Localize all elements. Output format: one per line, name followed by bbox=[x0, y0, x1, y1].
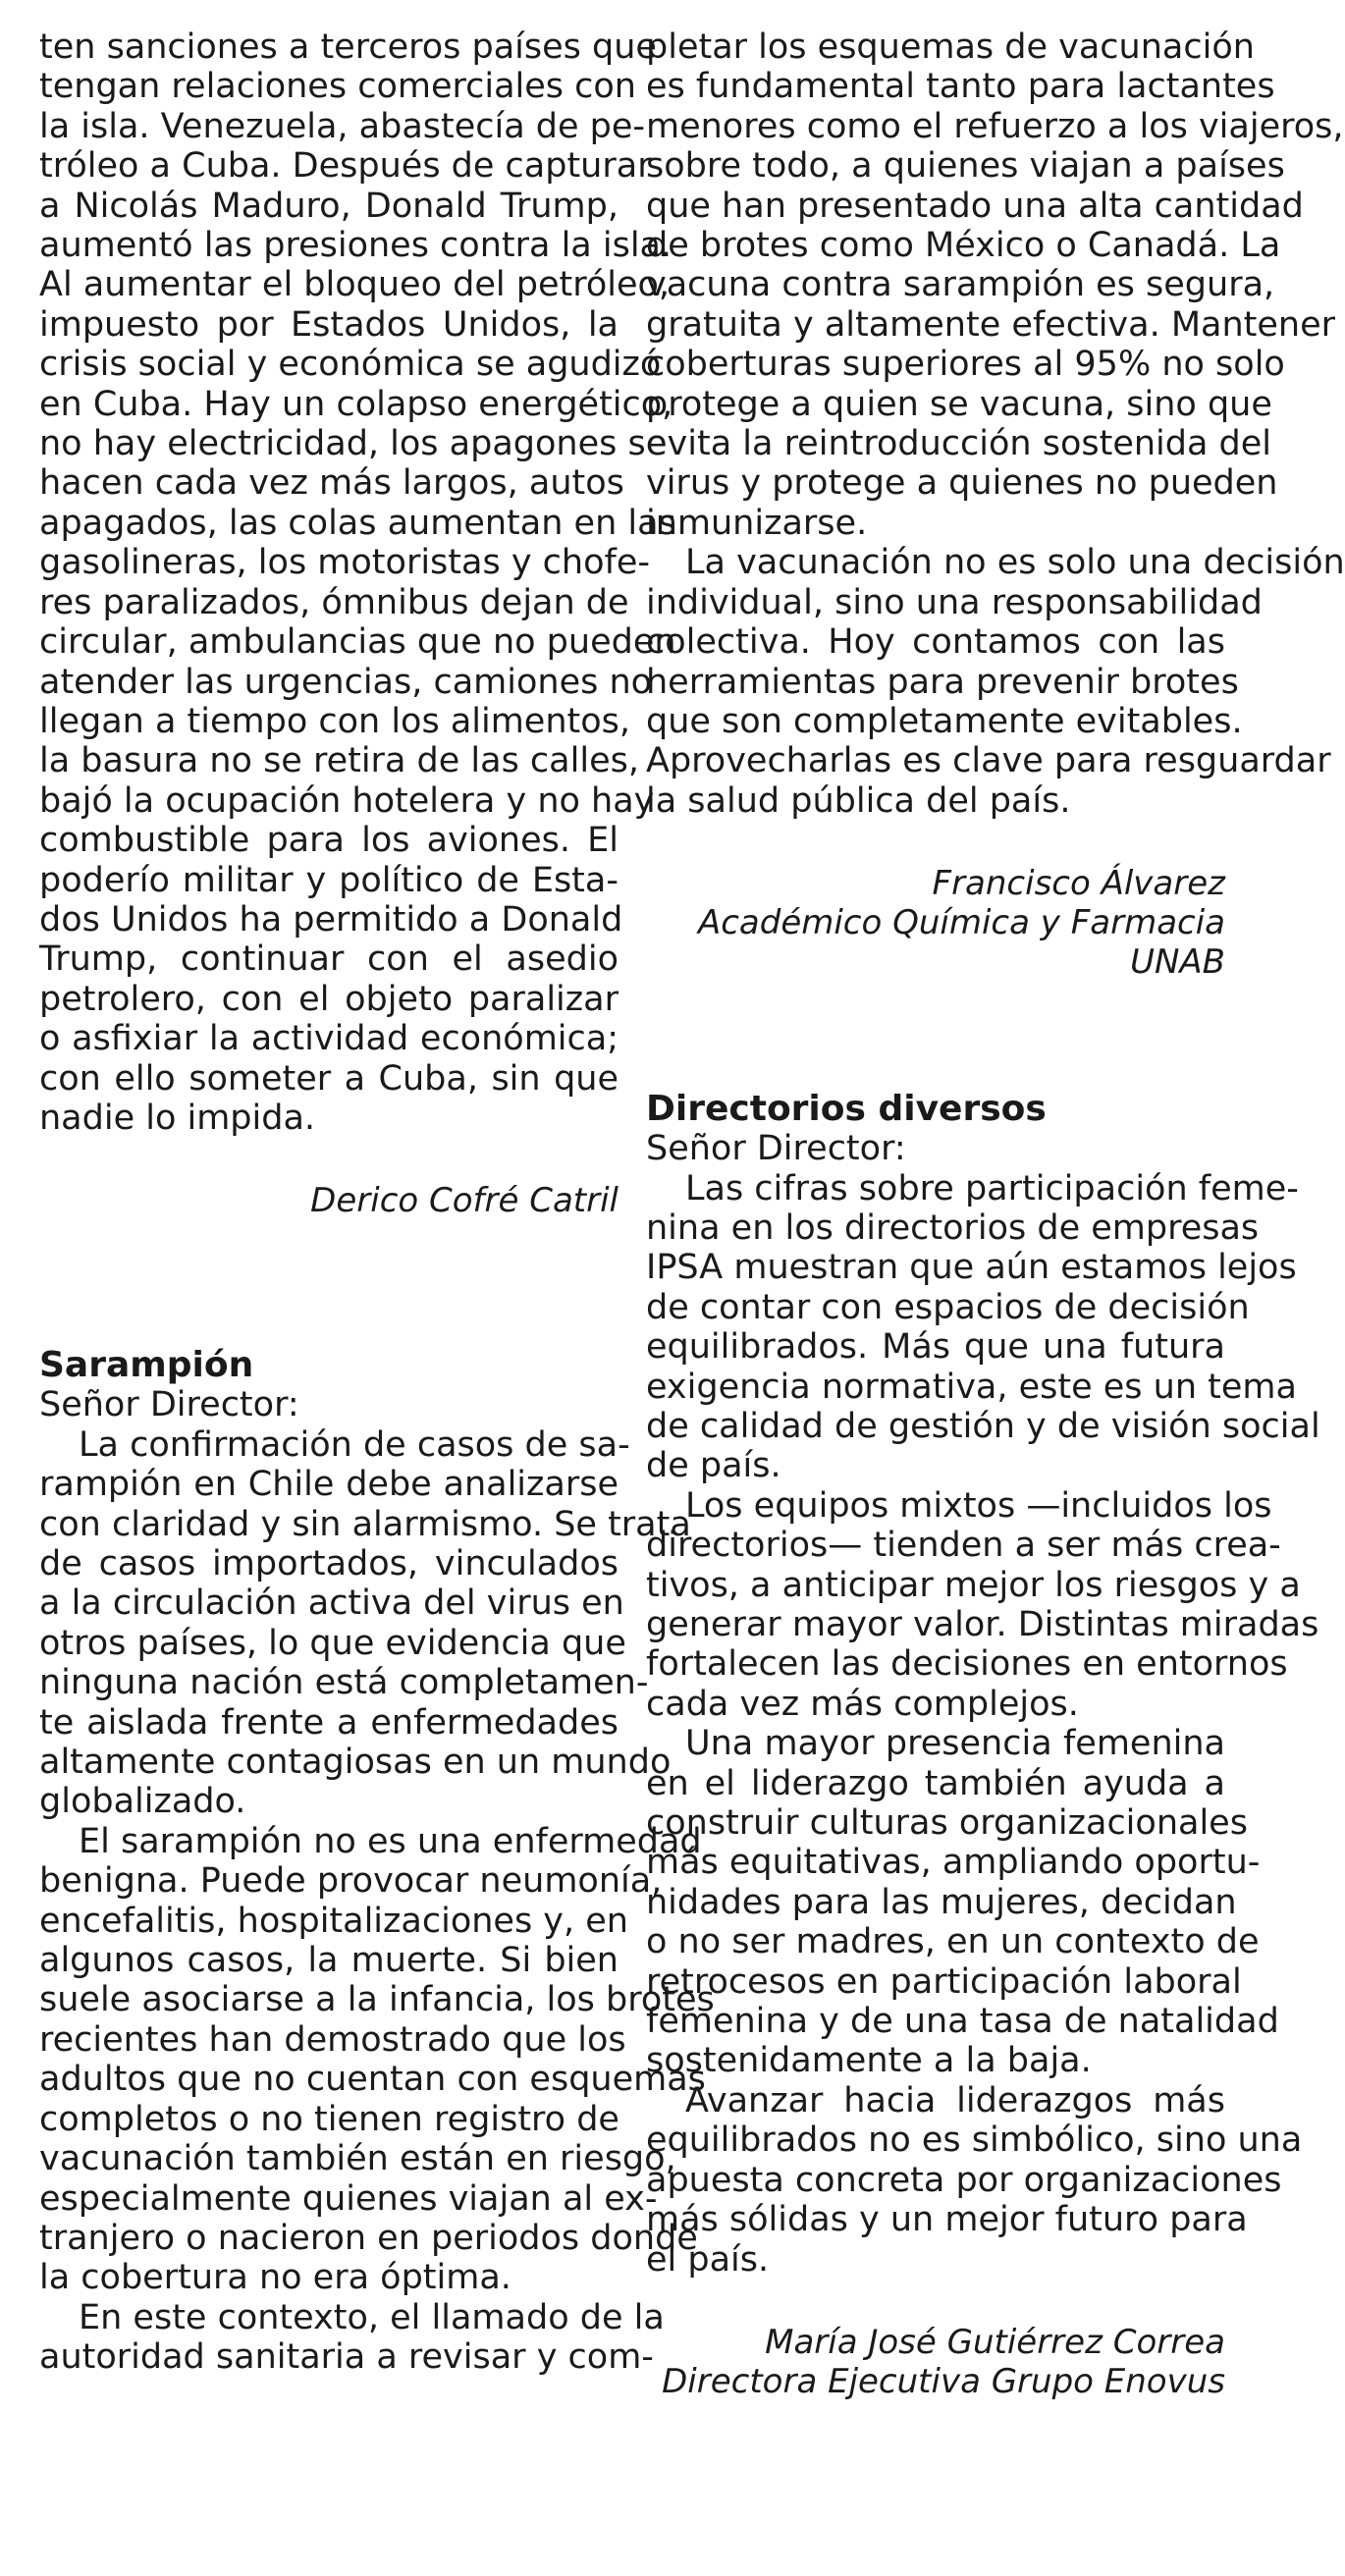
text-line: el país. bbox=[646, 2239, 770, 2280]
text-line: dos Unidos ha permitido a Donald bbox=[39, 899, 623, 939]
right-column bbox=[646, 27, 1345, 2401]
text-line: retrocesos en participación laboral bbox=[646, 1961, 1242, 2002]
text-line: circular, ambulancias que no pueden bbox=[39, 622, 676, 663]
text-line: nadie lo impida. bbox=[39, 1098, 316, 1138]
text-line: es fundamental tanto para lactantes bbox=[646, 67, 1275, 107]
text-line: Una mayor presencia femenina bbox=[685, 1724, 1225, 1764]
text-line: de brotes como México o Canadá. La bbox=[646, 226, 1281, 266]
text-line: construir culturas organizacionales bbox=[646, 1803, 1248, 1844]
text-line: vacuna contra sarampión es segura, bbox=[646, 265, 1275, 305]
text-line: benigna. Puede provocar neumonía, bbox=[39, 1861, 663, 1902]
text-line: Avanzar hacia liderazgos más bbox=[685, 2080, 1225, 2120]
text-line: colectiva. Hoy contamos con las bbox=[646, 622, 1225, 663]
text-line: hacen cada vez más largos, autos bbox=[39, 463, 624, 504]
spacer bbox=[646, 2280, 1225, 2323]
text-line: virus y protege a quienes no pueden bbox=[646, 463, 1278, 504]
text-line: te aislada frente a enfermedades bbox=[39, 1702, 619, 1743]
text-line: coberturas superiores al 95% no solo bbox=[646, 345, 1285, 385]
text-line: altamente contagiosas en un mundo bbox=[39, 1743, 672, 1783]
text-line: tivos, a anticipar mejor los riesgos y a bbox=[646, 1565, 1301, 1605]
text-line: apagados, las colas aumentan en las bbox=[39, 503, 676, 543]
text-line: Trump, continuar con el asedio bbox=[39, 939, 619, 980]
text-line: con claridad y sin alarmismo. Se trata bbox=[39, 1504, 691, 1544]
text-line: de contar con espacios de decisión bbox=[646, 1287, 1250, 1327]
text-line: suele asociarse a la infancia, los brotes bbox=[39, 1980, 715, 2020]
text-line: encefalitis, hospitalizaciones y, en bbox=[39, 1901, 628, 1941]
letter-directorios-body bbox=[646, 1168, 1320, 2280]
spacer bbox=[646, 821, 1225, 864]
text-line: IPSA muestran que aún estamos lejos bbox=[646, 1248, 1297, 1288]
text-line: sobre todo, a quienes viajan a países bbox=[646, 146, 1285, 187]
text-line: nidades para las mujeres, decidan bbox=[646, 1882, 1237, 1922]
text-line: generar mayor valor. Distintas miradas bbox=[646, 1605, 1319, 1644]
text-line: sostenidamente a la baja. bbox=[646, 2041, 1092, 2081]
heading-sarampion: Sarampión bbox=[39, 1345, 254, 1386]
spacer bbox=[646, 982, 1225, 1090]
text-line: completos o no tienen registro de bbox=[39, 2099, 619, 2139]
text-line: La vacunación no es solo una decisión bbox=[685, 543, 1345, 583]
text-line: crisis social y económica se agudizó bbox=[39, 345, 662, 385]
signature-francisco-title: Académico Química y Farmacia UNAB bbox=[697, 903, 1225, 983]
text-line: autoridad sanitaria a revisar y com- bbox=[39, 2337, 654, 2378]
text-line: La confirmación de casos de sa- bbox=[79, 1424, 630, 1465]
salutation-directorios: Señor Director: bbox=[646, 1129, 906, 1169]
text-line: herramientas para prevenir brotes bbox=[646, 662, 1239, 702]
text-line: ten sanciones a terceros países que bbox=[39, 27, 657, 67]
text-line: adultos que no cuentan con esquemas bbox=[39, 2060, 706, 2100]
text-line: petrolero, con el objeto paralizar bbox=[39, 979, 619, 1019]
text-line: o asfixiar la actividad económica; bbox=[39, 1019, 619, 1059]
spacer bbox=[39, 1138, 619, 1181]
signature-francisco-name: Francisco Álvarez bbox=[932, 864, 1225, 904]
text-line: bajó la ocupación hotelera y no hay bbox=[39, 780, 655, 821]
text-line: o no ser madres, en un contexto de bbox=[646, 1922, 1260, 1962]
text-line: cada vez más complejos. bbox=[646, 1684, 1079, 1724]
text-line: Aprovecharlas es clave para resguardar bbox=[646, 741, 1331, 781]
text-line: no hay electricidad, los apagones se bbox=[39, 424, 668, 464]
text-line: exigencia normativa, este es un tema bbox=[646, 1367, 1297, 1407]
spacer bbox=[39, 1220, 619, 1346]
text-line: Los equipos mixtos —incluidos los bbox=[685, 1485, 1272, 1526]
text-line: la salud pública del país. bbox=[646, 780, 1071, 821]
text-line: femenina y de una tasa de natalidad bbox=[646, 2002, 1279, 2042]
text-line: la cobertura no era óptima. bbox=[39, 2258, 511, 2298]
text-line: a la circulación activa del virus en bbox=[39, 1583, 624, 1624]
text-line: con ello someter a Cuba, sin que bbox=[39, 1058, 619, 1099]
letter-cuba-continued bbox=[39, 27, 676, 1138]
text-line: res paralizados, ómnibus dejan de bbox=[39, 582, 629, 622]
text-line: protege a quien se vacuna, sino que bbox=[646, 384, 1272, 424]
text-line: la basura no se retira de las calles, bbox=[39, 741, 639, 781]
letter-sarampion-continued bbox=[646, 27, 1345, 821]
text-line: aumentó las presiones contra la isla. bbox=[39, 226, 672, 266]
text-line: pletar los esquemas de vacunación bbox=[646, 27, 1255, 67]
text-line: directorios— tienden a ser más crea- bbox=[646, 1526, 1281, 1566]
salutation-sarampion: Señor Director: bbox=[39, 1385, 299, 1425]
text-line: tengan relaciones comerciales con bbox=[39, 67, 636, 107]
text-line: atender las urgencias, camiones no bbox=[39, 662, 653, 702]
text-line: de calidad de gestión y de visión social bbox=[646, 1406, 1320, 1446]
text-line: tranjero o nacieron en periodos donde bbox=[39, 2218, 698, 2258]
text-line: gratuita y altamente efectiva. Mantener bbox=[646, 304, 1336, 345]
text-line: la isla. Venezuela, abastecía de pe- bbox=[39, 106, 646, 146]
text-line: a Nicolás Maduro, Donald Trump, bbox=[39, 186, 619, 226]
text-line: nina en los directorios de empresas bbox=[646, 1208, 1260, 1248]
text-line: especialmente quienes viajan al ex- bbox=[39, 2178, 658, 2219]
text-line: tróleo a Cuba. Después de capturar bbox=[39, 146, 652, 187]
text-line: inmunizarse. bbox=[646, 503, 868, 543]
text-line: El sarampión no es una enfermedad bbox=[79, 1821, 702, 1861]
text-line: equilibrados. Más que una futura bbox=[646, 1327, 1225, 1368]
text-line: combustible para los aviones. El bbox=[39, 821, 619, 861]
signature-maria-title: Directora Ejecutiva Grupo Enovus bbox=[662, 2361, 1225, 2401]
text-line: gasolineras, los motoristas y chofe- bbox=[39, 543, 650, 583]
text-line: de país. bbox=[646, 1446, 781, 1486]
text-line: que son completamente evitables. bbox=[646, 701, 1243, 741]
text-line: impuesto por Estados Unidos, la bbox=[39, 304, 619, 345]
text-line: en el liderazgo también ayuda a bbox=[646, 1763, 1225, 1803]
text-line: vacunación también están en riesgo, bbox=[39, 2139, 676, 2179]
text-line: que han presentado una alta cantidad bbox=[646, 186, 1304, 226]
heading-directorios: Directorios diversos bbox=[646, 1089, 1047, 1130]
text-line: individual, sino una responsabilidad bbox=[646, 582, 1263, 622]
text-line: equilibrados no es simbólico, sino una bbox=[646, 2120, 1303, 2161]
text-line: de casos importados, vinculados bbox=[39, 1544, 619, 1583]
text-line: ninguna nación está completamen- bbox=[39, 1663, 649, 1703]
signature-maria-name: María José Gutiérrez Correa bbox=[765, 2322, 1225, 2362]
text-line: menores como el refuerzo a los viajeros, bbox=[646, 106, 1344, 146]
text-line: llegan a tiempo con los alimentos, bbox=[39, 701, 631, 741]
signature-derico: Derico Cofré Catril bbox=[310, 1181, 619, 1221]
text-line: poderío militar y político de Esta- bbox=[39, 860, 619, 900]
text-line: apuesta concreta por organizaciones bbox=[646, 2160, 1282, 2200]
text-line: recientes han demostrado que los bbox=[39, 2019, 626, 2060]
text-line: más sólidas y un mejor futuro para bbox=[646, 2200, 1248, 2240]
text-line: Al aumentar el bloqueo del petróleo, bbox=[39, 265, 671, 305]
text-line: Las cifras sobre participación feme- bbox=[685, 1168, 1299, 1208]
text-line: algunos casos, la muerte. Si bien bbox=[39, 1941, 619, 1981]
text-line: En este contexto, el llamado de la bbox=[79, 2297, 665, 2337]
text-line: otros países, lo que evidencia que bbox=[39, 1623, 626, 1663]
text-line: en Cuba. Hay un colapso energético, bbox=[39, 384, 673, 424]
text-line: globalizado. bbox=[39, 1782, 246, 1822]
text-line: evita la reintroducción sostenida del bbox=[646, 424, 1272, 464]
text-line: rampión en Chile debe analizarse bbox=[39, 1465, 619, 1505]
text-line: más equitativas, ampliando oportu- bbox=[646, 1843, 1261, 1883]
text-line: fortalecen las decisiones en entornos bbox=[646, 1644, 1288, 1685]
